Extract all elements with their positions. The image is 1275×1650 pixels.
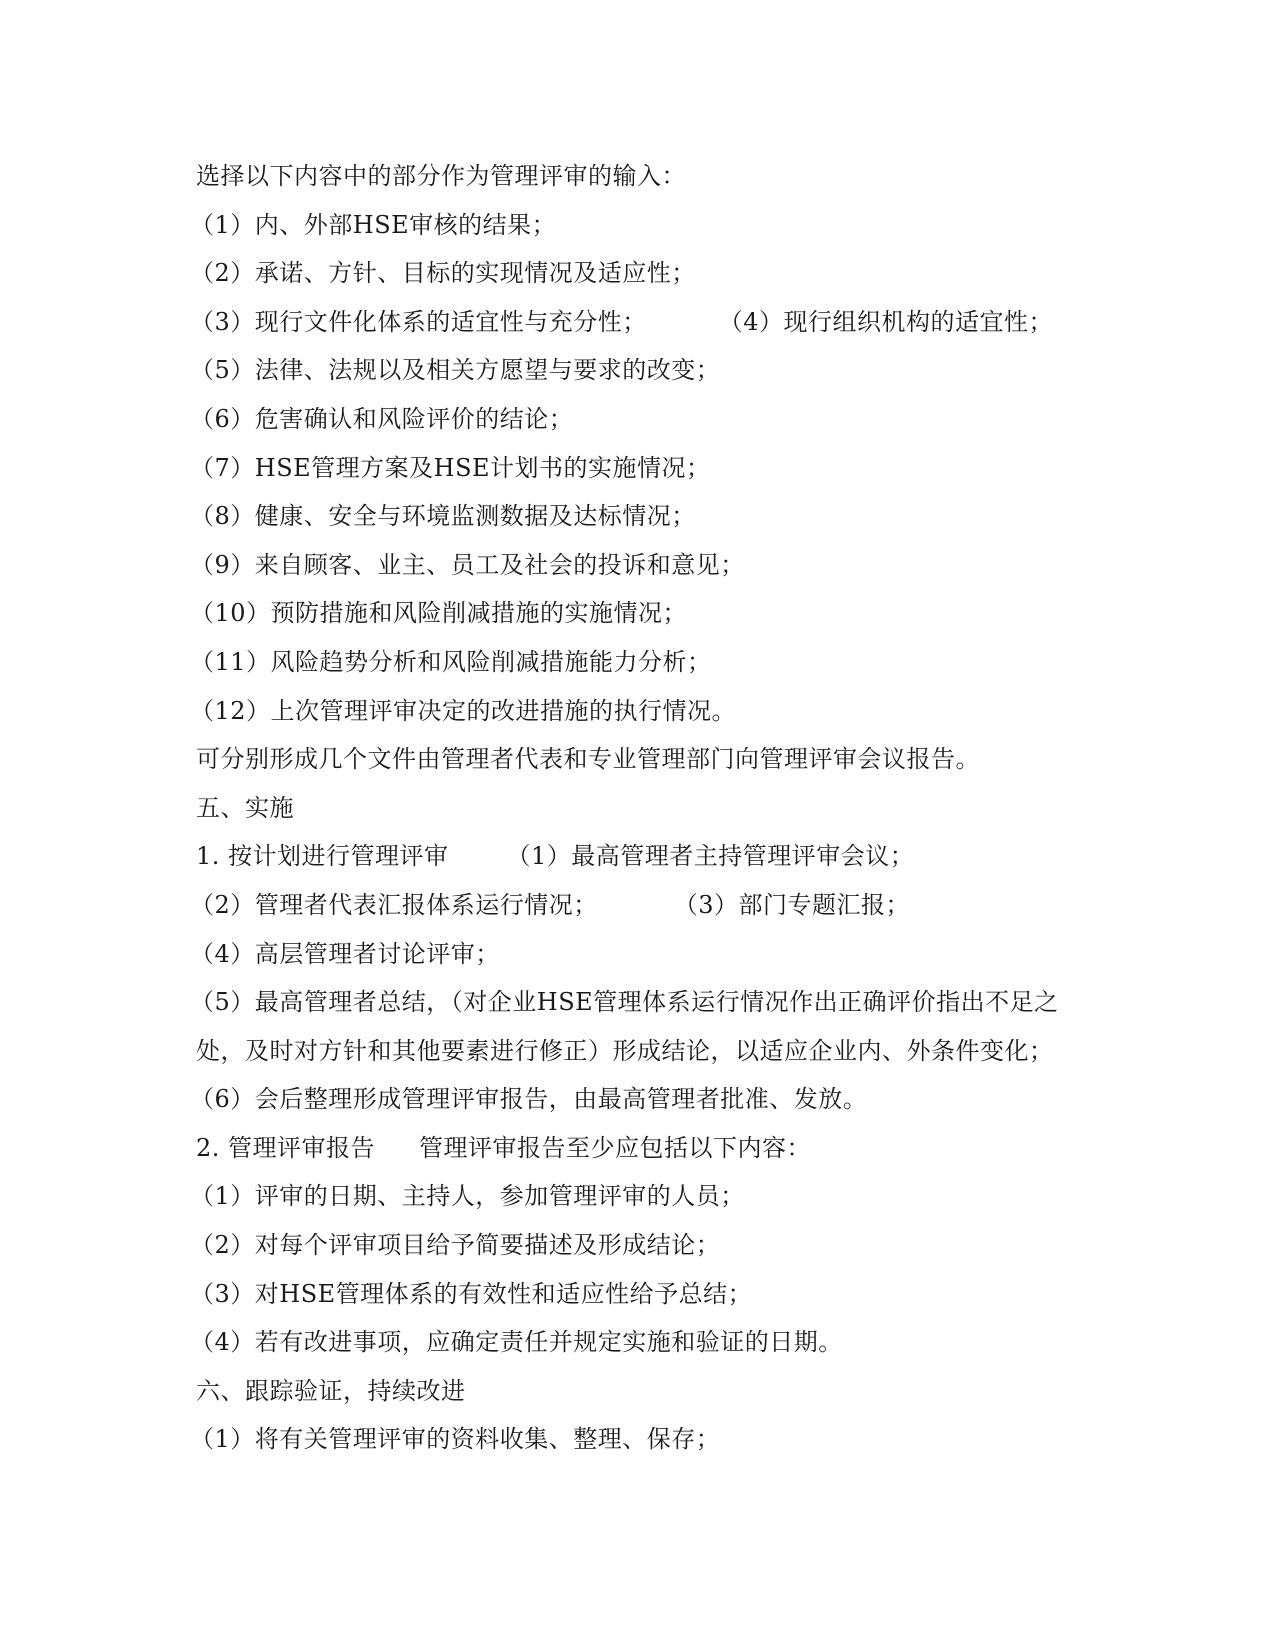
text: （4）若有改进事项，应确定责任并规定实施和验证的日期。 [190,1328,843,1357]
text: （3）现行文件化体系的适宜性与充分性； [190,307,647,336]
list-item [190,492,1076,541]
list-item [190,687,1076,736]
text: （3）部门专题汇报； [673,890,911,919]
list-item [190,201,1076,250]
text: （9）来自顾客、业主、员工及社会的投诉和意见； [190,550,745,579]
list-item [190,395,1076,444]
text: （4）高层管理者讨论评审； [190,939,500,968]
list-item [190,1221,1076,1270]
list-item [190,930,1076,979]
text: 处，及时对方针和其他要素进行修正）形成结论，以适应企业内、外条件变化； [196,1036,1054,1065]
paragraph [196,735,1076,784]
text: （5）最高管理者总结，（对企业HSE管理体系运行情况作出正确评价指出不足之 [190,988,1059,1017]
list-item-continuation [196,1027,1076,1076]
list-item [190,638,1076,687]
subsection-heading: 2. 管理评审报告 [196,1133,376,1162]
text: 选择以下内容中的部分作为管理评审的输入： [196,162,686,190]
text: 五、实施 [196,793,294,822]
text: 管理评审报告至少应包括以下内容： [419,1133,812,1162]
list-item-row [190,881,1076,930]
list-item [190,1270,1076,1319]
text: （7）HSE管理方案及HSE计划书的实施情况； [190,453,711,482]
list-item [190,1318,1076,1367]
list-item [190,1172,1076,1221]
section-heading-implementation [196,784,1076,833]
subsection-row [196,832,1076,881]
text: （1）评审的日期、主持人，参加管理评审的人员； [190,1182,745,1211]
text: 六、跟踪验证，持续改进 [196,1376,466,1405]
text: （10）预防措施和风险削减措施的实施情况； [190,599,688,628]
text: （11）风险趋势分析和风险削减措施能力分析； [190,647,712,676]
subsection-heading: 1. 按计划进行管理评审 [196,842,449,871]
list-item [190,1415,1076,1464]
text: （5）法律、法规以及相关方愿望与要求的改变； [190,356,721,385]
list-item [190,1075,1076,1124]
list-item [190,589,1076,638]
paragraph-review-inputs-intro [196,152,1076,201]
text: （4）现行组织机构的适宜性； [718,307,1054,336]
section-heading-follow-up [196,1367,1076,1416]
text: （12）上次管理评审决定的改进措施的执行情况。 [190,696,737,725]
text: （2）管理者代表汇报体系运行情况； [190,890,598,919]
list-item [190,249,1076,298]
list-item [190,346,1076,395]
text: （1）将有关管理评审的资料收集、整理、保存； [190,1425,721,1454]
text: （3）对HSE管理体系的有效性和适应性给予总结； [190,1279,753,1308]
subsection-row [196,1124,1076,1173]
text: （2）承诺、方针、目标的实现情况及适应性； [190,259,696,288]
text: 可分别形成几个文件由管理者代表和专业管理部门向管理评审会议报告。 [196,745,980,774]
text: （6）会后整理形成管理评审报告，由最高管理者批准、发放。 [190,1085,868,1114]
text: （6）危害确认和风险评价的结论； [190,404,574,433]
text: （2）对每个评审项目给予简要描述及形成结论； [190,1231,721,1260]
document-body [190,152,1076,1464]
list-item-row [190,298,1076,347]
text: （1）最高管理者主持管理评审会议； [506,842,915,871]
list-item [190,541,1076,590]
text: （8）健康、安全与环境监测数据及达标情况； [190,502,696,531]
text: （1）内、外部HSE审核的结果； [190,210,557,239]
list-item [190,444,1076,493]
list-item [190,978,1076,1027]
